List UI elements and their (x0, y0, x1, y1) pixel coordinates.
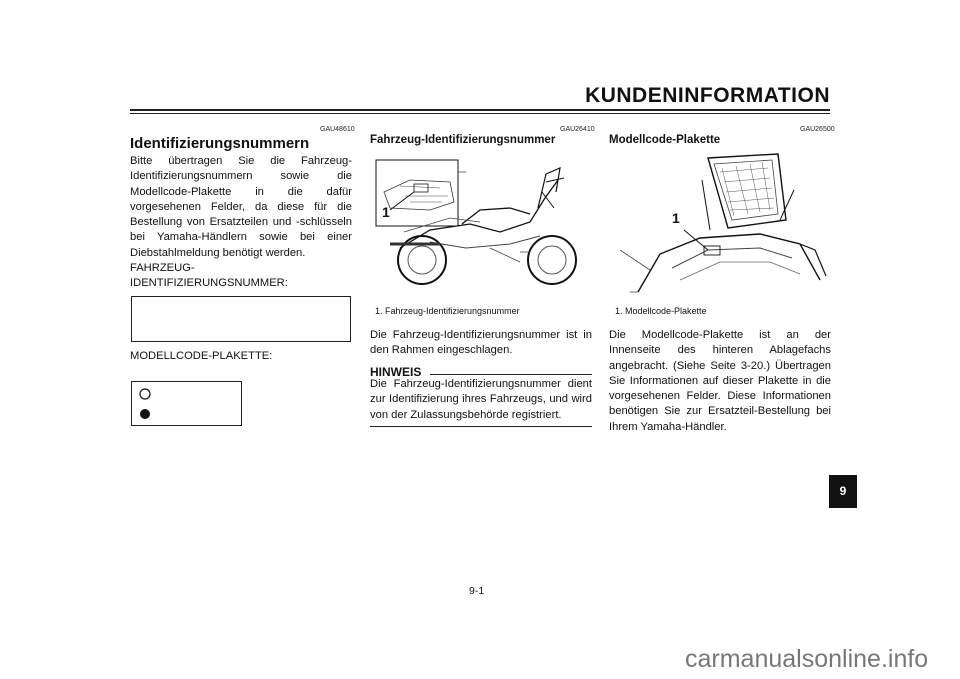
scooter-side-illustration (370, 152, 592, 292)
header-rule-bottom (130, 113, 830, 114)
chapter-tab: 9 (829, 475, 857, 508)
figure-callout-number: 1 (382, 204, 390, 220)
seat-storage-illustration (610, 150, 832, 295)
filled-circle-icon (140, 409, 150, 419)
scooter-side-figure (370, 152, 592, 292)
vin-label: FAHRZEUG-IDENTIFIZIERUNGSNUMMER: (130, 262, 288, 290)
section-heading: Identifizierungsnummern (130, 135, 310, 152)
note-rule-top (430, 374, 592, 375)
figure-caption: 1. Fahrzeug-Identifizierungsnummer (375, 306, 520, 316)
empty-circle-icon (140, 389, 150, 399)
note-rule-bottom (370, 426, 592, 427)
vin-entry-box (131, 296, 351, 342)
section-heading: Fahrzeug-Identifizierungsnummer (370, 134, 556, 146)
model-code-paragraph: Die Modellcode-Plakette ist an der Innenseite des hinteren Ablagefachs angebracht. (Siehe Seite 3-20.) Übertragen Sie Informationen auf dieser Plakette in die vorgesehenen Felder. Diese Informationen benötigen Sie zur Ersatzteil-Bestellung bei Ihrem Yamaha-Händler. (609, 329, 831, 433)
section-code: GAU26500 (800, 126, 835, 133)
model-code-entry-box (131, 381, 242, 426)
vin-paragraph: Die Fahrzeug-Identifizierungsnummer ist in den Rahmen eingeschlagen. (370, 329, 592, 357)
page-header-title: KUNDENINFORMATION (585, 84, 830, 107)
storage-compartment-figure (610, 150, 832, 295)
section-code: GAU48610 (320, 126, 355, 133)
page-number: 9-1 (469, 585, 485, 597)
intro-paragraph: Bitte übertragen Sie die Fahrzeug-Identifizierungsnummern sowie die Modellcode-Plakette in die dafür vorgesehenen Felder, da diese für die Bestellung von Ersatzteilen und -schlüsseln bei Yamaha-Händlern sowie bei einer Diebstahlmeldung benötigt werden. (130, 155, 352, 259)
note-paragraph: Die Fahrzeug-Identifizierungsnummer dient zur Identifizierung ihres Fahrzeugs, und wird von der Zulassungsbehörde registriert. (370, 378, 592, 421)
section-code: GAU26410 (560, 126, 595, 133)
model-code-symbols (132, 382, 243, 427)
watermark-text: carmanualsonline.info (685, 645, 929, 673)
header-rule-top (130, 109, 830, 111)
model-code-label: MODELLCODE-PLAKETTE: (130, 350, 273, 362)
figure-caption: 1. Modellcode-Plakette (615, 306, 707, 316)
section-heading: Modellcode-Plakette (609, 134, 721, 146)
figure-callout-number: 1 (672, 210, 680, 226)
note-label: HINWEIS (370, 365, 422, 379)
